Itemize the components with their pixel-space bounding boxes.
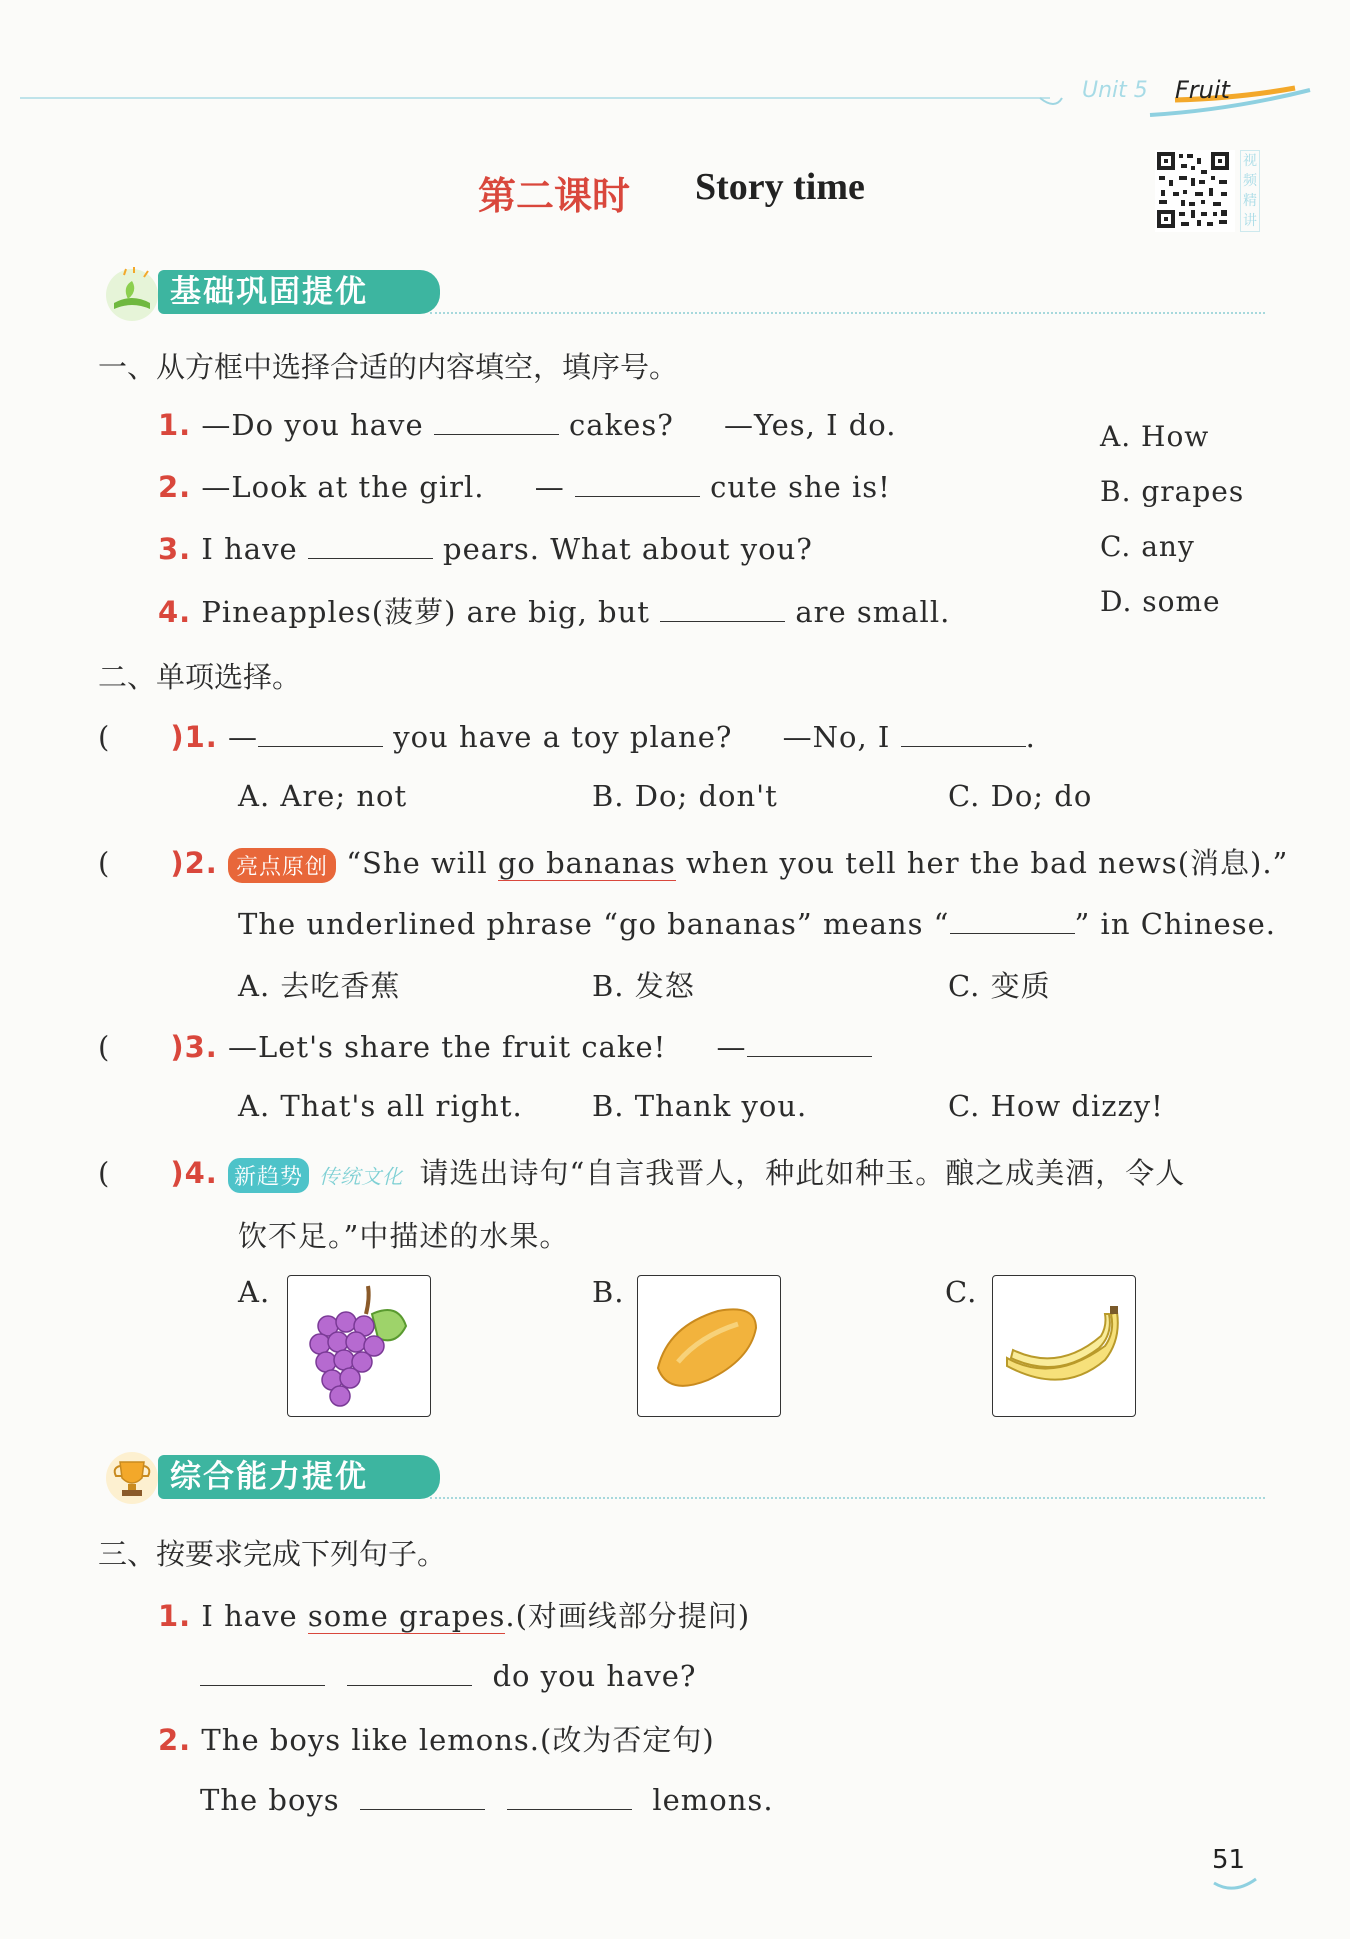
item-number: )3. <box>170 1030 218 1064</box>
answer-paren[interactable]: ( <box>98 1030 111 1064</box>
part1-item-2 <box>158 467 891 504</box>
part2-q2-option-b[interactable]: B. 发怒 <box>592 969 695 1003</box>
item-text: —Yes, I do. <box>723 408 897 442</box>
part2-q2-line2 <box>238 904 1276 941</box>
part2-q3-option-b[interactable]: B. Thank you. <box>592 1089 808 1123</box>
part2-q1-option-b[interactable]: B. Do; don't <box>592 779 778 813</box>
answer-blank[interactable] <box>575 467 700 497</box>
part2-q2-option-a[interactable]: A. 去吃香蕉 <box>238 969 401 1003</box>
answer-blank[interactable] <box>507 1780 632 1810</box>
item-number: 3. <box>158 532 192 566</box>
item-text: —Look at the girl. <box>201 470 485 504</box>
part1-item-4 <box>158 590 950 631</box>
part2-q1-option-a[interactable]: A. Are; not <box>238 779 408 813</box>
section1-banner: 基础巩固提优 <box>158 270 440 314</box>
answer-blank[interactable] <box>347 1656 472 1686</box>
answer-blank[interactable] <box>200 1656 325 1686</box>
item-text: 请选出诗句“自言我晋人，种此如种玉。酿之成美酒，令人 <box>419 1156 1186 1190</box>
part2-q4 <box>98 1151 1185 1193</box>
item-text: The underlined phrase “go bananas” means “ <box>238 907 950 941</box>
item-text: . <box>1025 720 1036 754</box>
item-number: 1. <box>158 408 192 442</box>
part2-q4-line2: 饮不足。”中描述的水果。 <box>238 1219 570 1253</box>
part2-q2 <box>98 841 1288 883</box>
answer-blank[interactable] <box>258 717 383 747</box>
item-text: pears. What about you? <box>443 532 813 566</box>
item-text: — <box>228 720 258 754</box>
item-text: —Let's share the fruit cake! <box>228 1030 667 1064</box>
part3-answer-2 <box>200 1780 774 1817</box>
unit-label: Unit 5 <box>1082 78 1148 103</box>
answer-blank[interactable] <box>434 405 559 435</box>
section2-divider <box>430 1497 1265 1499</box>
item-text: you have a toy plane? <box>393 720 733 754</box>
item-text: when you tell her the bad news(消息).” <box>675 846 1289 880</box>
part2-q3-option-a[interactable]: A. That's all right. <box>238 1089 523 1123</box>
item-number: 1. <box>158 1599 192 1633</box>
underlined-phrase: some grapes <box>307 1599 506 1633</box>
part1-item-3 <box>158 529 813 566</box>
item-text: The boys like lemons.(改为否定句) <box>201 1723 715 1757</box>
unit-title: Fruit <box>1175 76 1230 104</box>
part3-answer-1 <box>200 1656 696 1693</box>
answer-blank[interactable] <box>747 1027 872 1057</box>
banana-picture[interactable] <box>992 1275 1136 1417</box>
part2-q1 <box>98 717 1036 754</box>
page-number-swoosh <box>1210 1875 1260 1895</box>
item-number: )2. <box>170 846 218 880</box>
section2-banner: 综合能力提优 <box>158 1455 440 1499</box>
item-text: — <box>716 1030 747 1064</box>
item-text: The boys <box>200 1783 340 1817</box>
part2-q3-option-c[interactable]: C. How dizzy! <box>948 1089 1164 1123</box>
item-number: )1. <box>170 720 218 754</box>
qr-label: 视频精讲 <box>1240 150 1260 232</box>
trend-badge: 新趋势 <box>228 1158 309 1193</box>
item-number: )4. <box>170 1156 218 1190</box>
answer-paren[interactable]: ( <box>98 1156 111 1190</box>
item-text: Pineapples(菠萝) are big, but <box>201 595 650 629</box>
part1-heading: 一、从方框中选择合适的内容填空，填序号。 <box>98 350 679 384</box>
item-text: “She will <box>346 846 498 880</box>
item-text: I have <box>201 1599 308 1633</box>
part2-q2-option-c[interactable]: C. 变质 <box>948 969 1051 1003</box>
item-text: .(对画线部分提问) <box>505 1599 751 1633</box>
mango-picture[interactable] <box>637 1275 781 1417</box>
answer-blank[interactable] <box>308 529 433 559</box>
item-text: — <box>534 470 565 504</box>
option-box <box>1100 420 1244 618</box>
qr-code-icon[interactable] <box>1155 150 1235 232</box>
part2-q1-option-c[interactable]: C. Do; do <box>948 779 1093 813</box>
item-text: —No, I <box>782 720 891 754</box>
item-text: ” in Chinese. <box>1074 907 1276 941</box>
lesson-title-en: Story time <box>695 166 865 208</box>
item-text: cakes? <box>569 408 674 442</box>
item-text: cute she is! <box>710 470 891 504</box>
item-number: 2. <box>158 1723 192 1757</box>
part2-q3 <box>98 1027 872 1064</box>
option-c: C. any <box>1100 530 1195 563</box>
answer-blank[interactable] <box>950 904 1075 934</box>
answer-blank[interactable] <box>901 717 1026 747</box>
grapes-picture[interactable] <box>287 1275 431 1417</box>
part2-heading: 二、单项选择。 <box>98 660 302 694</box>
lesson-title-cn: 第二课时 <box>478 173 631 218</box>
part3-heading: 三、按要求完成下列句子。 <box>98 1537 447 1571</box>
part3-item-2 <box>158 1718 715 1759</box>
option-a: A. How <box>1100 420 1210 453</box>
section1-divider <box>430 312 1265 314</box>
option-b: B. grapes <box>1100 475 1245 508</box>
underlined-phrase: go bananas <box>497 846 676 880</box>
original-badge: 亮点原创 <box>228 848 336 883</box>
part2-q4-option-c[interactable]: C. <box>945 1275 978 1309</box>
part2-q4-option-b[interactable]: B. <box>592 1275 625 1309</box>
item-number: 4. <box>158 595 192 629</box>
item-text: I have <box>201 532 298 566</box>
answer-blank[interactable] <box>360 1780 485 1810</box>
part2-q4-option-a[interactable]: A. <box>238 1275 271 1309</box>
item-text: do you have? <box>492 1659 697 1693</box>
item-number: 2. <box>158 470 192 504</box>
answer-paren[interactable]: ( <box>98 720 111 754</box>
item-text: —Do you have <box>201 408 424 442</box>
item-text: lemons. <box>652 1783 774 1817</box>
page-number: 51 <box>1212 1845 1246 1875</box>
part1-item-1 <box>158 405 896 442</box>
answer-paren[interactable]: ( <box>98 846 111 880</box>
culture-tag: 传统文化 <box>319 1164 404 1189</box>
option-d: D. some <box>1100 585 1221 618</box>
answer-blank[interactable] <box>660 592 785 622</box>
part3-item-1 <box>158 1594 750 1635</box>
item-text: are small. <box>795 595 951 629</box>
